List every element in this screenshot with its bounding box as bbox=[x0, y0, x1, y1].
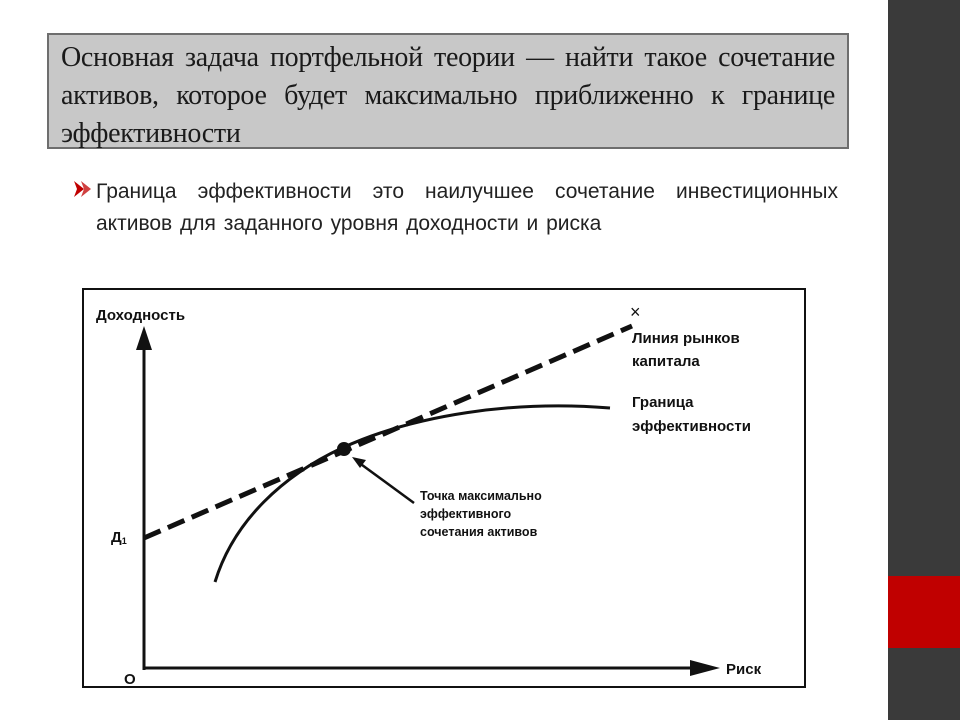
frontier-label-line1: Граница bbox=[632, 394, 694, 411]
x-axis-label: Риск bbox=[726, 661, 762, 678]
efficient-frontier-diagram bbox=[82, 288, 806, 688]
frontier-label-line2: эффективности bbox=[632, 418, 751, 435]
cml-label-line2: капитала bbox=[632, 353, 700, 370]
point-label-line1: Точка максимально bbox=[420, 489, 542, 503]
origin-label: О bbox=[124, 671, 136, 686]
point-label-line3: сочетания активов bbox=[420, 525, 538, 539]
y-axis-arrow bbox=[136, 326, 152, 350]
intercept-label-main: Д bbox=[111, 529, 122, 546]
side-accent-block bbox=[888, 576, 960, 648]
cml-label-line1: Линия рынков bbox=[632, 330, 740, 347]
title-box bbox=[47, 33, 849, 149]
y-axis-label: Доходность bbox=[96, 307, 186, 324]
intercept-label-sub: 1 bbox=[121, 536, 127, 546]
point-label-line2: эффективного bbox=[420, 507, 512, 521]
pointer-line bbox=[358, 462, 414, 503]
bullet-item bbox=[72, 176, 838, 240]
x-axis-arrow bbox=[690, 660, 720, 676]
slide-title: Основная задача портфельной теории — найти такое сочетание активов, которое будет максимально приближенно к границе эффективности bbox=[61, 42, 835, 149]
cml-end-mark: × bbox=[630, 302, 641, 322]
tangency-point bbox=[337, 442, 351, 456]
intercept-label bbox=[111, 529, 127, 546]
bullet-text: Граница эффективности это наилучшее сочетание инвестиционных активов для заданного уровня доходности и риска bbox=[96, 180, 838, 235]
efficient-frontier-curve bbox=[215, 406, 610, 582]
arrow-bullet-icon bbox=[72, 178, 94, 200]
